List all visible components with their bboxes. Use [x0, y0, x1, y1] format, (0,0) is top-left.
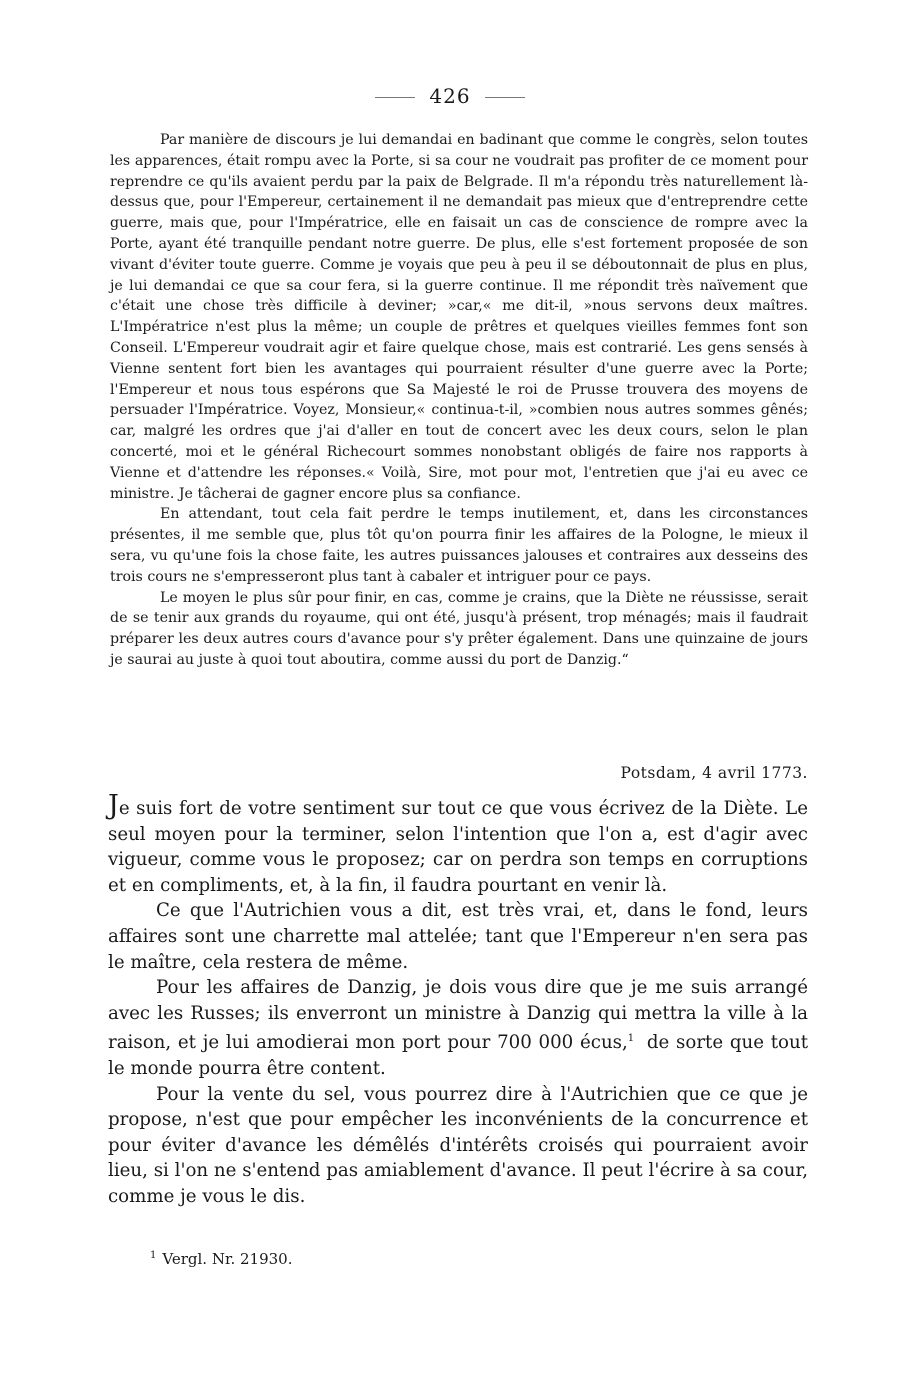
footnote-text: Vergl. Nr. 21930.	[162, 1250, 293, 1268]
dateline: Potsdam, 4 avril 1773.	[620, 764, 808, 782]
right-rule	[485, 97, 525, 98]
report-paragraph: En attendant, tout cela fait perdre le temps inutilement, et, dans les circonstances présentes, il me semble que, plus tôt qu'on pourra finir les affaires de la Pologne, le mieux il sera, vu qu'une fois la chose faite, les autres puissances jalouses et contraires aux desseins des trois cours ne s'empresseront plus tant à cabaler et intriguer pour ce pays.	[110, 506, 808, 585]
footnote	[150, 1250, 292, 1268]
left-rule	[375, 97, 415, 98]
page-number-text: 426	[429, 84, 471, 108]
letter-paragraph: Je suis fort de votre sentiment sur tout ce que vous écrivez de la Diète. Le seul moyen pour la terminer, selon l'intention que l'on a, est d'agir avec vigueur, comme vous le proposez; car on perdra son temps en corruptions et en compliments, et, à la fin, il faudra pourtant en venir là.	[108, 790, 808, 896]
report-paragraph: Par manière de discours je lui demandai en badinant que comme le congrès, selon toutes les apparences, était rompu avec la Porte, si sa cour ne voudrait pas profiter de ce moment pour reprendre ce qu'ils avaient perdu par la paix de Belgrade. Il m'a répondu très naturellement là-dessus que, pour l'Empereur, certainement il ne demandait pas mieux que d'entreprendre cette guerre, mais que, pour l'Impératrice, elle en faisait un cas de conscience de rompre avec la Porte, ayant été tranquille pendant notre guerre. De plus, elle s'est fortement proposée de son vivant d'éviter toute guerre. Comme je voyais que peu à peu il se déboutonnait de plus en plus, je lui demandai ce que sa cour fera, si la guerre continue. Il me répondit très naïvement que c'était une chose très difficile à deviner; »car,« me dit-il, »nous servons deux maîtres. L'Impératrice n'est plus la même; un couple de prêtres et quelques vieilles femmes font son Conseil. L'Empereur voudrait agir et faire quelque chose, mais est contrarié. Les gens sensés à Vienne sentent fort bien les avantages qui pourraient résulter d'une guerre avec la Porte; l'Empereur et nous tous espérons que Sa Majesté le roi de Prusse trouvera des moyens de persuader l'Impératrice. Voyez, Monsieur,« continua-t-il, »combien nous autres sommes gênés; car, malgré les ordres que j'ai d'aller en tout de concert avec les deux cours, selon le plan concerté, moi et le général Richecourt sommes nonobstant obligés de faire nos rapports à Vienne et d'attendre les réponses.« Voilà, Sire, mot pour mot, l'entretien que j'ai eu avec ce ministre. Je tâcherai de gagner encore plus sa confiance.	[110, 132, 808, 502]
footnote-reference[interactable]: 1	[627, 1033, 635, 1045]
letter-paragraph: Ce que l'Autrichien vous a dit, est très vrai, et, dans le fond, leurs affaires sont une charrette mal attelée; tant que l'Empereur n'en sera pas le maître, cela restera de même.	[108, 900, 808, 973]
quoted-report	[110, 130, 808, 671]
letter-paragraph: Pour la vente du sel, vous pourrez dire à l'Autrichien que ce que je propose, n'est que pour empêcher les inconvénients de la concurrence et pour éviter d'avance les démêlés d'intérêts croisés qui pourraient avoir lieu, si l'on ne s'entend pas amiablement d'avance. Il peut l'écrire à sa cour, comme je vous le dis.	[108, 1083, 808, 1207]
danzig-text-end: de sorte que tout le monde pourra être content.	[108, 1032, 809, 1079]
danzig-text: Pour les affaires de Danzig, je dois vous dire que je me suis arrangé avec les Russes; ils enverront un ministre à Danzig qui mettra la ville à la raison, et je lui amodierai mon port pour 700 000 écus,	[108, 977, 808, 1054]
letter-body	[108, 790, 809, 1210]
footnote-mark: 1	[150, 1250, 157, 1261]
page-number	[0, 84, 900, 108]
report-paragraph: Le moyen le plus sûr pour finir, en cas, comme je crains, que la Diète ne réussisse, serait de se tenir aux grands du royaume, qui ont été, jusqu'à présent, trop ménagés; mais il faudrait préparer les deux autres cours d'avance pour s'y prêter également. Dans une quinzaine de jours je saurai au juste à quoi tout aboutira, comme aussi du port de Danzig.“	[110, 589, 808, 668]
letter-paragraph-danzig	[108, 975, 808, 1081]
